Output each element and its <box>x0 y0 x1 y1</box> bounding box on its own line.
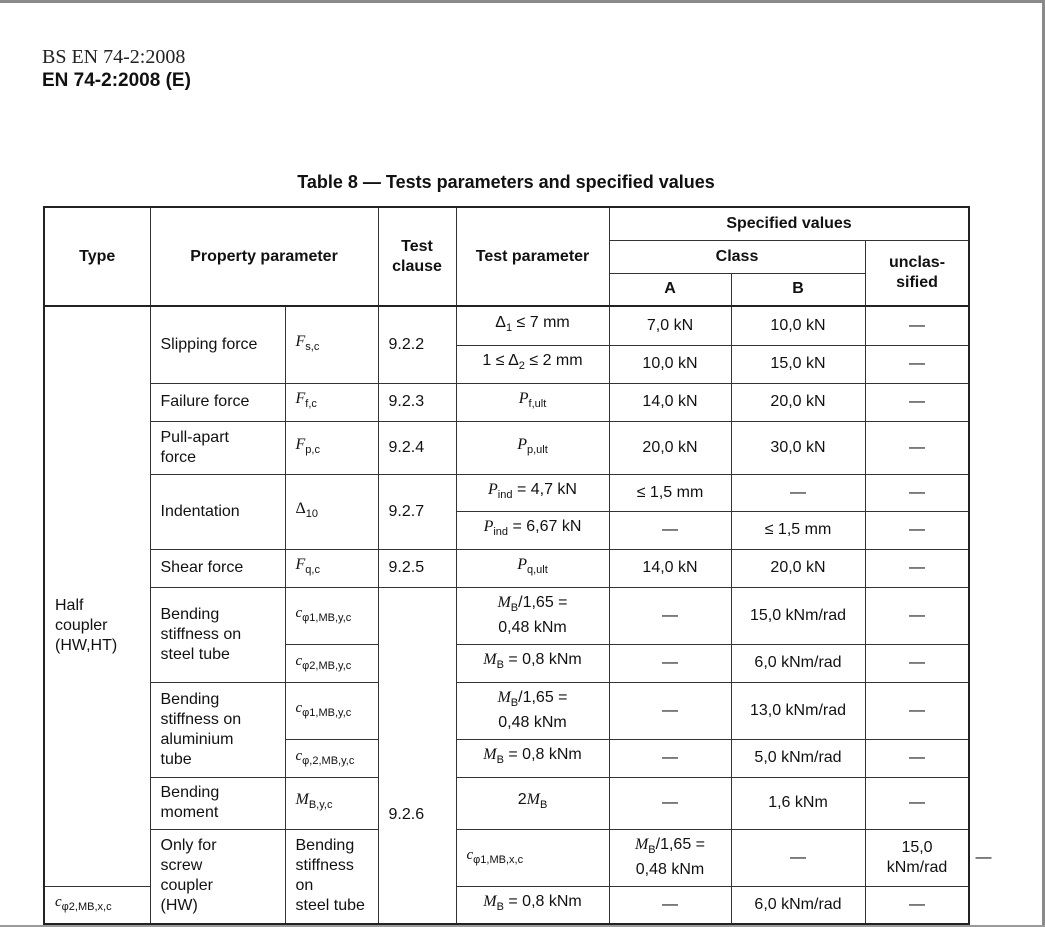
clause-bending: 9.2.6 <box>378 587 456 924</box>
spec-table <box>43 206 992 925</box>
value-unclassified: — <box>865 587 969 644</box>
clause-slip: 9.2.2 <box>378 306 456 383</box>
test-param-slip-2-prefix: 1 ≤ <box>482 352 505 370</box>
property-line: moment <box>160 804 219 821</box>
test-param-mb-08-text: = 0,8 kNm <box>508 651 582 669</box>
value-b: 20,0 kN <box>731 383 865 421</box>
standard-number-bs: BS EN 74-2:2008 <box>42 46 186 68</box>
value-b: 30,0 kN <box>731 421 865 474</box>
value-unclassified: — <box>865 739 969 777</box>
value-a: — <box>731 829 865 886</box>
value-a: 20,0 kN <box>609 421 731 474</box>
col-property: Property parameter <box>150 207 378 306</box>
table-row <box>44 549 969 587</box>
value-unclassified: — <box>865 777 969 829</box>
test-param-mb-165: $M_B/1,65$ = 0,48 kNm <box>456 587 609 644</box>
table-row <box>44 383 969 421</box>
value-a: — <box>609 739 731 777</box>
value-unclassified: — <box>865 345 969 383</box>
symbol-delta10: $\Delta_{10}$ <box>285 474 378 549</box>
test-param-mb-165-text: /1,65 = <box>518 688 568 706</box>
col-test-clause <box>378 207 456 306</box>
value-unclassified: — <box>865 421 969 474</box>
clause-indent: 9.2.7 <box>378 474 456 549</box>
value-b: 1,6 kNm <box>731 777 865 829</box>
value-b: 15,0 kN <box>731 345 865 383</box>
symbol-mbyc: $M_{B,y,c}$ <box>285 777 378 829</box>
test-param-slip-2-text: ≤ 2 mm <box>529 352 583 370</box>
value-b: 10,0 kN <box>731 306 865 345</box>
table-row: Only for screw coupler (HW) Bending stiffness on steel tube $c_{\varphi 1,MB,x,c}$ $M_B/1,65$ = 0,48 kNm — 15,0 kNm/rad — <box>44 829 969 886</box>
symbol-cphi1-mb-y: $c_{\varphi 1,MB,y,c}$ <box>285 587 378 644</box>
test-param-mb-165-text: /1,65 = <box>655 835 706 853</box>
symbol-cphi1-mb-y-alu: $c_{\varphi 1,MB,y,c}$ <box>285 682 378 739</box>
value-b: 5,0 kNm/rad <box>731 739 865 777</box>
value-a: — <box>609 886 731 924</box>
property-line: aluminium <box>160 730 234 748</box>
test-param-pfult: $P_{f,ult}$ <box>456 383 609 421</box>
table-row <box>44 587 969 644</box>
symbol-cphi2-mb-y: $c_{\varphi 2,MB,y,c}$ <box>285 644 378 682</box>
table-row <box>44 306 969 345</box>
property-indentation: Indentation <box>150 474 285 549</box>
group-half-line: Half <box>55 597 84 615</box>
table-row <box>44 421 969 474</box>
test-param-mb-08-text: = 0,8 kNm <box>508 746 582 764</box>
col-unclassified <box>865 240 969 306</box>
value-b: 15,0 kNm/rad <box>731 587 865 644</box>
test-param-pind-2: $P_{ind} = 6,67$ kN <box>456 511 609 549</box>
property-shear-force: Shear force <box>150 549 285 587</box>
value-b: 6,0 kNm/rad <box>731 644 865 682</box>
test-param-slip-1: $\Delta_1 \le 7$ mm <box>456 306 609 345</box>
col-test-clause-line2: clause <box>392 257 442 275</box>
standard-number-en: EN 74-2:2008 (E) <box>42 70 191 91</box>
value-b: ≤ 1,5 mm <box>731 511 865 549</box>
col-test-parameter: Test parameter <box>456 207 609 306</box>
property-line: stiffness on <box>160 710 242 728</box>
group-half-coupler <box>44 306 150 886</box>
test-param-2mb: $2M_B$ <box>456 777 609 829</box>
test-param-mb-048: 0,48 kNm <box>635 861 705 879</box>
table-row <box>44 777 969 829</box>
property-line: Bending <box>160 690 220 708</box>
symbol-fsc: $F_{s,c}$ <box>285 306 378 383</box>
property-line: Bending <box>160 784 220 801</box>
col-type: Type <box>44 207 150 306</box>
test-param-mb-165-text: /1,65 = <box>518 593 568 611</box>
test-param-ppult: $P_{p,ult}$ <box>456 421 609 474</box>
group-screw-line: coupler <box>160 877 213 895</box>
col-class-b: B <box>731 273 865 306</box>
value-b: 20,0 kN <box>731 549 865 587</box>
property-bending-steel <box>150 587 285 682</box>
test-param-mb-165: $M_B/1,65$ = 0,48 kNm <box>456 682 609 739</box>
group-screw-line: (HW) <box>160 897 198 915</box>
test-param-pind-2-text: = 6,67 kN <box>512 518 582 536</box>
col-test-clause-line1: Test <box>401 237 433 255</box>
group-screw-line: Only for <box>160 837 217 855</box>
value-a: — <box>609 587 731 644</box>
test-param-mb-048: 0,48 kNm <box>498 714 567 732</box>
property-line: stiffness on <box>295 857 354 895</box>
col-specified-values: Specified values <box>609 207 969 240</box>
symbol-ffc: $F_{f,c}$ <box>285 383 378 421</box>
value-unclassified: — <box>865 549 969 587</box>
value-a: ≤ 1,5 mm <box>609 474 731 511</box>
value-a: — <box>609 682 731 739</box>
value-b: 13,0 kNm/rad <box>731 682 865 739</box>
group-screw-coupler <box>150 829 285 924</box>
group-half-line: (HW,HT) <box>55 637 118 655</box>
value-unclassified: — <box>865 383 969 421</box>
table-row <box>44 474 969 511</box>
col-unclassified-line2: sified <box>896 273 938 291</box>
property-line: Bending <box>295 837 355 855</box>
property-line: steel tube <box>295 897 365 915</box>
property-line: stiffness on <box>160 625 242 643</box>
test-param-mb-08: $M_B = 0,8$ kNm <box>456 739 609 777</box>
clause-pull: 9.2.4 <box>378 421 456 474</box>
value-a: — <box>609 777 731 829</box>
property-bending-steel-screw <box>285 829 378 924</box>
property-bending-alu <box>150 682 285 777</box>
test-param-2mb-text: 2 <box>517 791 527 809</box>
property-slipping-force: Slipping force <box>150 306 285 383</box>
col-class: Class <box>609 240 865 273</box>
test-param-pind-1: $P_{ind} = 4,7$ kN <box>456 474 609 511</box>
test-param-mb-165: $M_B/1,65$ = 0,48 kNm <box>609 829 731 886</box>
property-pull-apart-line1: Pull-apart <box>160 428 229 446</box>
test-param-mb-048: 0,48 kNm <box>498 619 567 637</box>
test-param-pind-1-text: = 4,7 kN <box>516 480 577 498</box>
group-screw-line: screw <box>160 857 203 875</box>
symbol-fqc: $F_{q,c}$ <box>285 549 378 587</box>
property-bending-moment <box>150 777 285 829</box>
value-b: — <box>731 474 865 511</box>
property-failure-force: Failure force <box>150 383 285 421</box>
group-half-line: coupler <box>55 617 108 635</box>
value-a: — <box>609 644 731 682</box>
test-param-slip-1-text: ≤ 7 mm <box>516 314 570 332</box>
test-param-pqult: $P_{q,ult}$ <box>456 549 609 587</box>
property-pull-apart <box>150 421 285 474</box>
property-line: Bending <box>160 605 220 623</box>
test-param-mb-08: $M_B = 0,8$ kNm <box>456 886 609 924</box>
top-border <box>0 0 1045 3</box>
value-unclassified: — <box>865 886 969 924</box>
table-row <box>44 682 969 739</box>
test-param-mb-08-text: = 0,8 kNm <box>508 893 582 911</box>
value-a: 14,0 kN <box>609 549 731 587</box>
value-b: 6,0 kNm/rad <box>731 886 865 924</box>
table-caption: Table 8 — Tests parameters and specified values <box>297 172 715 192</box>
symbol-fpc: $F_{p,c}$ <box>285 421 378 474</box>
test-param-slip-2: $1 \le \Delta_2 \le 2$ mm <box>456 345 609 383</box>
value-b: 15,0 kNm/rad <box>865 829 969 886</box>
value-a: 7,0 kN <box>609 306 731 345</box>
clause-shear: 9.2.5 <box>378 549 456 587</box>
property-line: tube <box>160 750 192 768</box>
property-line: steel tube <box>160 645 230 663</box>
value-unclassified: — <box>865 511 969 549</box>
symbol-cphi2-mb-x: $c_{\varphi 2,MB,x,c}$ <box>44 886 150 924</box>
value-unclassified: — <box>865 306 969 345</box>
value-a: 10,0 kN <box>609 345 731 383</box>
col-class-a: A <box>609 273 731 306</box>
value-unclassified: — <box>865 644 969 682</box>
value-unclassified: — <box>865 474 969 511</box>
value-unclassified: — <box>865 682 969 739</box>
value-a: 14,0 kN <box>609 383 731 421</box>
symbol-cphi2-mb-y-alu: $c_{\varphi,2,MB,y,c}$ <box>285 739 378 777</box>
col-unclassified-line1: unclas- <box>889 253 946 271</box>
value-a: — <box>609 511 731 549</box>
test-param-mb-08: $M_B = 0,8$ kNm <box>456 644 609 682</box>
clause-failure: 9.2.3 <box>378 383 456 421</box>
property-pull-apart-line2: force <box>160 448 197 466</box>
symbol-cphi1-mb-x: $c_{\varphi 1,MB,x,c}$ <box>456 829 609 886</box>
